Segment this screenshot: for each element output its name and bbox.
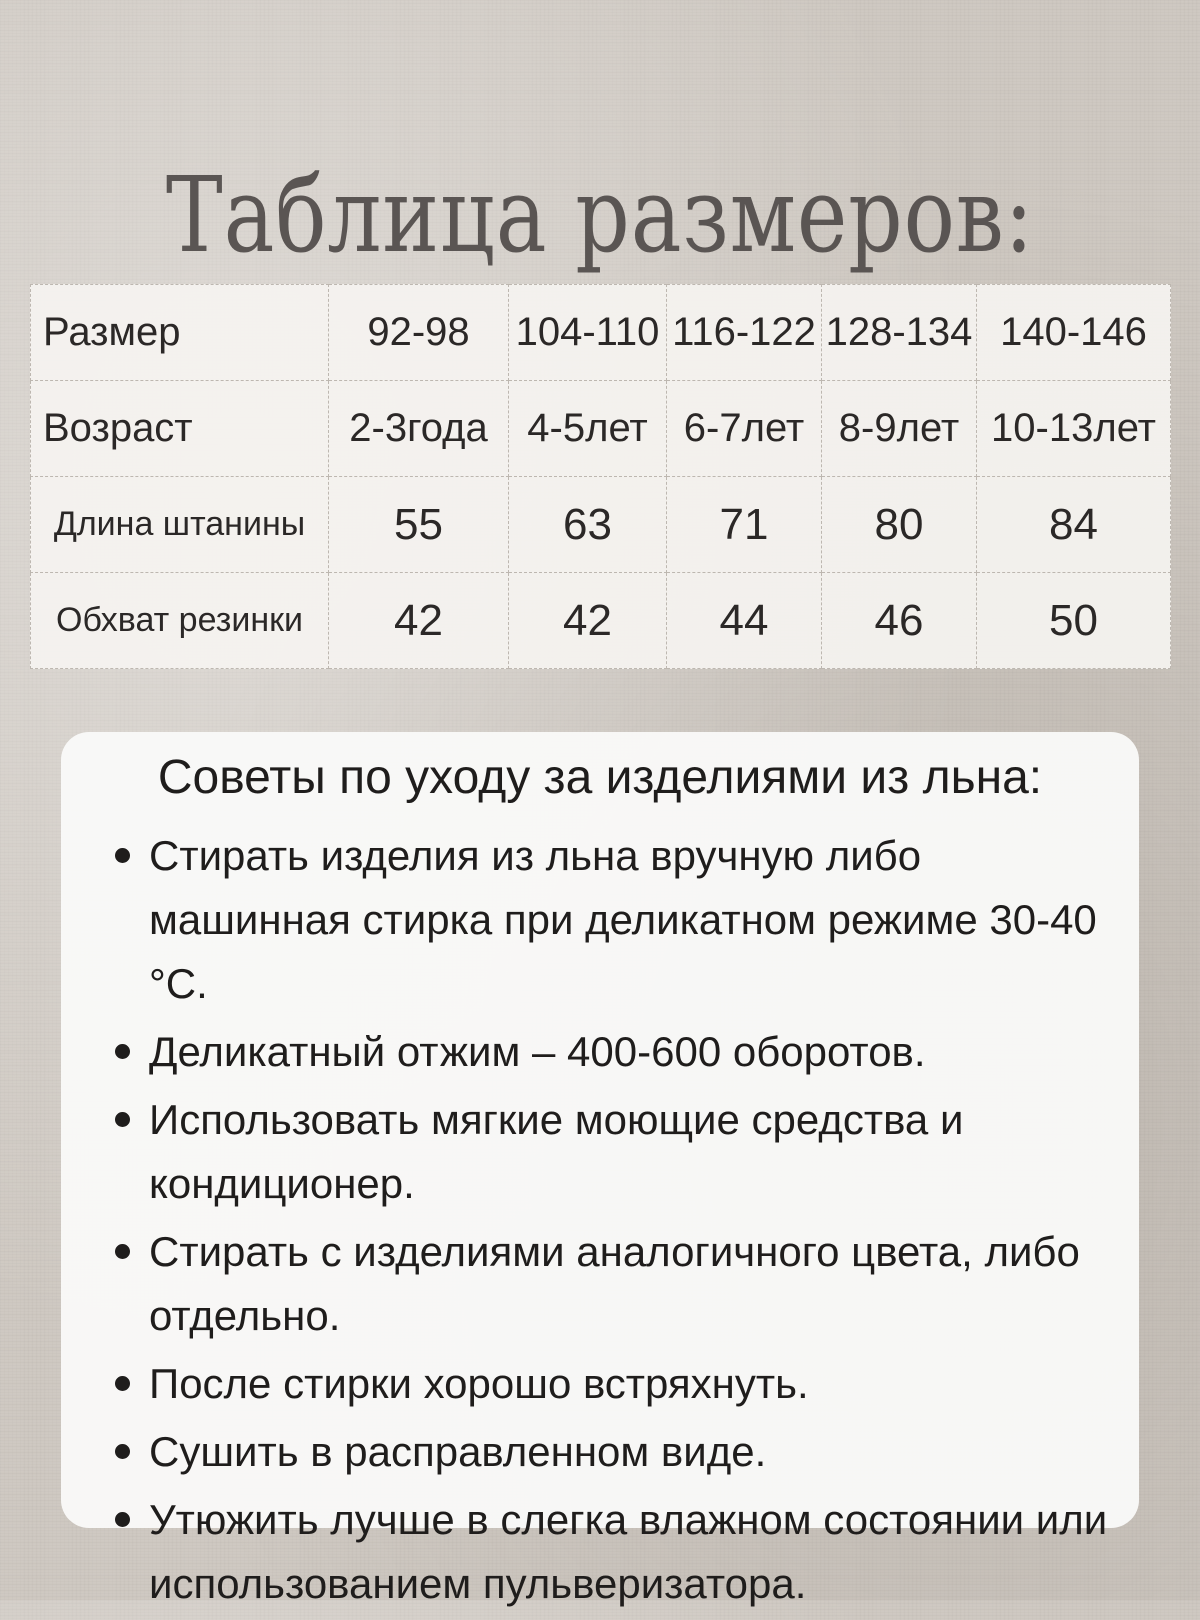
table-row — [31, 573, 1171, 669]
bullet-icon — [115, 1376, 130, 1391]
list-item-text: Утюжить лучше в слегка влажном состоянии или использованием пульверизатора. — [149, 1496, 1108, 1607]
table-cell: 128-134 — [822, 285, 977, 381]
row-label: Возраст — [31, 381, 329, 477]
size-table — [30, 284, 1171, 669]
list-item-text: Использовать мягкие моющие средства и кондиционер. — [149, 1096, 964, 1207]
bullet-icon — [115, 1512, 130, 1527]
list-item — [149, 824, 1109, 1016]
table-cell: 6-7лет — [667, 381, 822, 477]
table-cell: 46 — [822, 573, 977, 669]
table-cell: 8-9лет — [822, 381, 977, 477]
bullet-icon — [115, 1444, 130, 1459]
table-cell: 2-3года — [329, 381, 509, 477]
table-cell: 50 — [977, 573, 1171, 669]
list-item — [149, 1488, 1109, 1616]
list-item — [149, 1220, 1109, 1348]
list-item — [149, 1352, 1109, 1416]
table-cell: 42 — [329, 573, 509, 669]
bullet-icon — [115, 848, 130, 863]
bullet-icon — [115, 1044, 130, 1059]
list-item — [149, 1020, 1109, 1084]
table-cell: 140-146 — [977, 285, 1171, 381]
row-label: Длина штанины — [31, 477, 329, 573]
table-row — [31, 477, 1171, 573]
bullet-icon — [115, 1244, 130, 1259]
care-tips-list — [149, 824, 1109, 1620]
table-cell: 92-98 — [329, 285, 509, 381]
table-cell: 71 — [667, 477, 822, 573]
list-item-text: Деликатный отжим – 400-600 оборотов. — [149, 1028, 926, 1075]
row-label: Обхват резинки — [31, 573, 329, 669]
table-cell: 116-122 — [667, 285, 822, 381]
table-cell: 63 — [509, 477, 667, 573]
page-title: Таблица размеров: — [165, 154, 1035, 276]
care-tips-title: Советы по уходу за изделиями из льна: — [157, 751, 1043, 804]
list-item-text: После стирки хорошо встряхнуть. — [149, 1360, 809, 1407]
table-cell: 104-110 — [509, 285, 667, 381]
list-item — [149, 1088, 1109, 1216]
list-item-text: Стирать изделия из льна вручную либо машинная стирка при деликатном режиме 30-40 °С. — [149, 832, 1097, 1007]
care-tips-panel — [61, 732, 1139, 1607]
table-cell: 84 — [977, 477, 1171, 573]
table-cell: 10-13лет — [977, 381, 1171, 477]
table-cell: 44 — [667, 573, 822, 669]
list-item-text: Стирать с изделиями аналогичного цвета, либо отдельно. — [149, 1228, 1080, 1339]
table-cell: 80 — [822, 477, 977, 573]
bullet-icon — [115, 1112, 130, 1127]
table-cell: 42 — [509, 573, 667, 669]
list-item — [149, 1420, 1109, 1484]
table-cell: 4-5лет — [509, 381, 667, 477]
row-label: Размер — [31, 285, 329, 381]
list-item-text: Сушить в расправленном виде. — [149, 1428, 767, 1475]
table-row — [31, 285, 1171, 381]
table-row — [31, 381, 1171, 477]
table-cell: 55 — [329, 477, 509, 573]
